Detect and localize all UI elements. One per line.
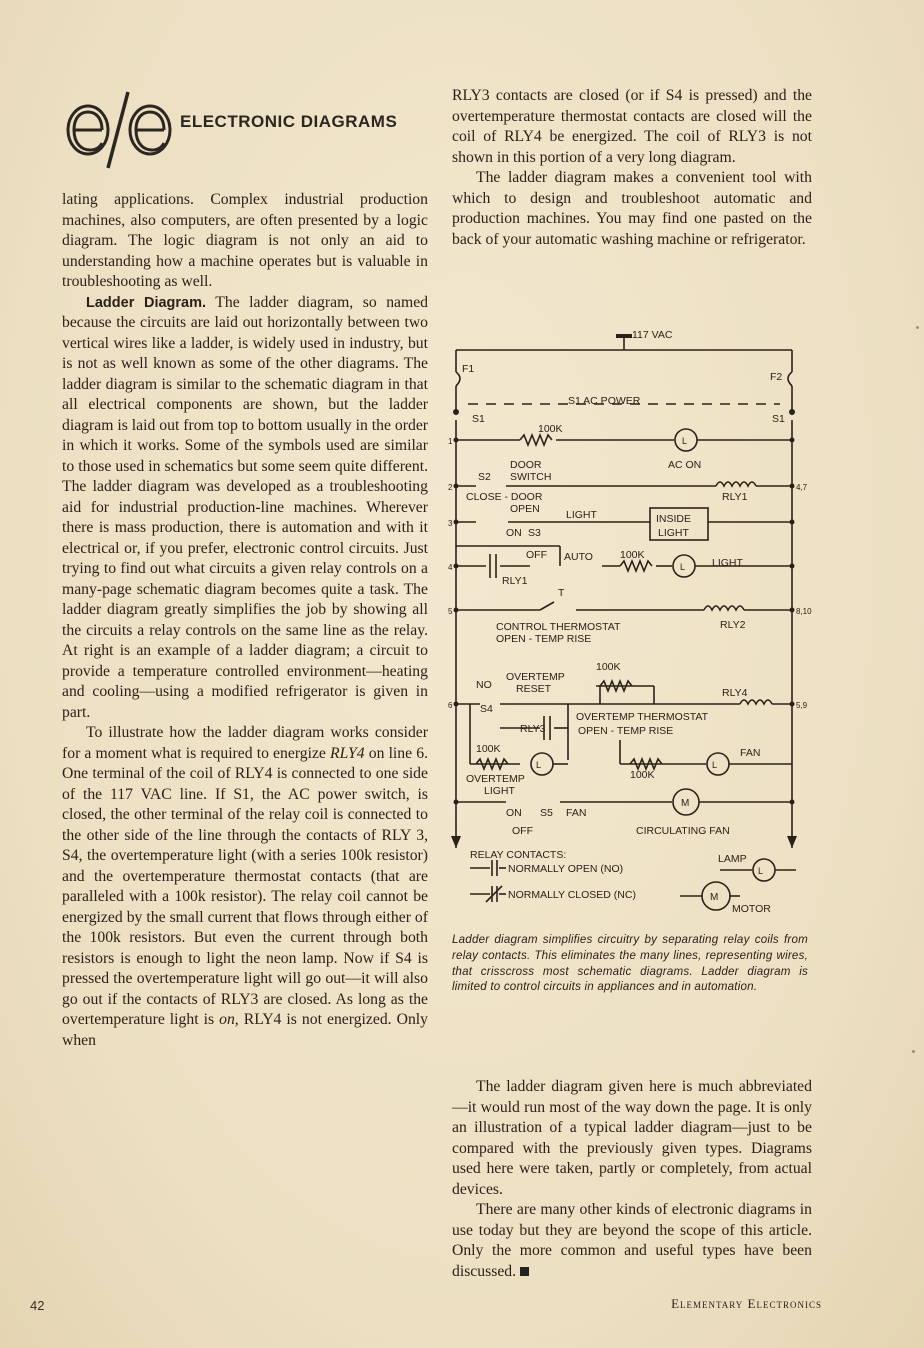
s3-label: S3 [528, 527, 541, 539]
lamp-symbol: L [712, 760, 718, 770]
line-number: 4 [448, 563, 453, 572]
reset-label: RESET [516, 683, 552, 695]
open-temp-rise-label: OPEN - TEMP RISE [496, 633, 592, 645]
right-column-top [452, 86, 812, 250]
auto-label: AUTO [564, 551, 593, 563]
paragraph [452, 1200, 812, 1282]
paragraph-text: The ladder diagram, so named because the circuits are laid out horizontally between two vertical wires like a ladder, is widely used in industry, but is not as well known as some of the other diagrams. The ladder diagram is similar to the schematic diagram in that all electrical components are shown, but the ladder diagram is laid out from top to bottom usually in the order in which it works. Some of the symbols used are similar to those used in schematics but some seem quite different. The ladder diagram was developed as a troubleshooting aid for industrial production-line machines. Wherever there is mass production, there is automation and with it electrical or, if you prefer, electronic control circuits. Just trying to find out what circuits a given relay controls on a many-page schematic diagram becomes quite a task. The ladder diagram greatly simplifies the job by showing all the circuits a relay controls on the same line as the relay. At right is an example of a ladder diagram; a circuit to provide a temperature controlled environment—heating and cooling—using a modified refrigerator is given in part. [62, 293, 429, 721]
left-column [62, 190, 428, 1051]
ee-logo [62, 86, 178, 176]
rung-ref: 8,10 [796, 607, 812, 616]
figure-caption: Ladder diagram simplifies circuitry by separating relay coils from relay contacts. This eliminates the many lines, representing wires, that crisscross most schematic diagrams. Ladder diagram is limited to control circuits in appliances and in automation. [452, 933, 808, 994]
circulating-fan-label: CIRCULATING FAN [636, 825, 730, 837]
emphasis: on, [219, 1011, 239, 1028]
s4-label: S4 [480, 703, 493, 715]
s5-label: S5 [540, 807, 553, 819]
lamp-symbol: L [682, 436, 688, 446]
paragraph: The ladder diagram makes a convenient tool with which to design and troubleshoot automatic and production machines. You may find one pasted on the back of your automatic washing machine or refrigerator. [452, 169, 812, 248]
fuse-f1-label: F1 [462, 363, 475, 375]
speck [916, 326, 919, 329]
line-number: 5 [448, 607, 453, 616]
control-thermostat-label: CONTROL THERMOSTAT [496, 621, 621, 633]
on-label: ON [506, 807, 522, 819]
motor-legend: MOTOR [732, 903, 771, 915]
fuse-f2-label: F2 [770, 371, 783, 383]
motor-symbol: M [681, 798, 690, 809]
resistor-label: 100K [630, 769, 655, 781]
light-label: LIGHT [712, 557, 743, 569]
door-label: DOOR [510, 459, 542, 471]
off-label: OFF [512, 825, 533, 837]
right-column-bottom [452, 1077, 812, 1282]
close-door-label: CLOSE - DOOR [466, 491, 543, 503]
paragraph: lating applications. Complex industrial production machines, also computers, are often presented by a logic diagram. The logic diagram is not only an aid to understanding how a machine operates but is valuable in troubleshooting as well. [62, 191, 428, 290]
supply-label: 117 VAC [632, 329, 673, 341]
resistor-label: 100K [620, 549, 645, 561]
speck [912, 1050, 915, 1053]
rly1-contact-label: RLY1 [502, 575, 528, 587]
rung-ref: 4,7 [796, 483, 808, 492]
rly4-label: RLY4 [722, 687, 748, 699]
lamp-symbol: L [536, 760, 542, 770]
magazine-name: Elementary Electronics [671, 1296, 822, 1311]
inside-light-label: LIGHT [658, 527, 689, 539]
line-number: 6 [448, 701, 453, 710]
run-in-heading: Ladder Diagram. [86, 294, 207, 311]
ac-power-switch-label: S1 AC POWER [568, 395, 641, 407]
emphasis: RLY4 [330, 744, 365, 762]
ladder-diagram [440, 318, 824, 922]
s1-left-label: S1 [472, 413, 485, 425]
resistor-label: 100K [476, 743, 501, 755]
off-label: OFF [526, 549, 547, 561]
motor-symbol: M [710, 892, 719, 903]
no-label: NO [476, 679, 492, 691]
light-label: LIGHT [566, 509, 597, 521]
lamp-legend: LAMP [718, 853, 747, 865]
s2-label: S2 [478, 471, 491, 483]
t-label: T [558, 587, 565, 599]
s1-right-label: S1 [772, 413, 785, 425]
ac-on-label: AC ON [668, 459, 702, 471]
resistor-label: 100K [596, 661, 621, 673]
fan-label: FAN [740, 747, 761, 759]
overtemp-label: OVERTEMP [506, 671, 565, 683]
overtemp-light-label: LIGHT [484, 785, 515, 797]
rly2-label: RLY2 [720, 619, 746, 631]
fan-label: FAN [566, 807, 587, 819]
inside-label: INSIDE [656, 513, 692, 525]
open-temp-rise-label: OPEN - TEMP RISE [578, 725, 674, 737]
relay-contacts-legend: RELAY CONTACTS: [470, 849, 567, 861]
line-number: 3 [448, 519, 453, 528]
paragraph-text: RLY4 is not energized. Only when [62, 1011, 429, 1049]
paragraph: RLY3 contacts are closed (or if S4 is pressed) and the overtemperature thermostat contacts are closed will the coil of RLY4 be energized. The coil of RLY3 is not shown in this portion of a very long diagram. [452, 87, 812, 166]
overtemp-light-label: OVERTEMP [466, 773, 525, 785]
line-number: 1 [448, 437, 453, 446]
rly1-coil-label: RLY1 [722, 491, 748, 503]
page-number: 42 [30, 1298, 45, 1313]
paragraph [62, 293, 428, 724]
paragraph-text: To illustrate how the ladder diagram works consider for a moment what is required to energize [62, 724, 428, 762]
paragraph [62, 723, 428, 1051]
overtemp-thermostat-label: OVERTEMP THERMOSTAT [576, 711, 709, 723]
rung-ref: 5,9 [796, 701, 808, 710]
line-number: 2 [448, 483, 453, 492]
on-label: ON [506, 527, 522, 539]
section-title: ELECTRONIC DIAGRAMS [180, 112, 398, 131]
diagram-labels [448, 329, 812, 915]
paragraph-text: There are many other kinds of electronic diagrams in use today but they are beyond the scope of this article. Only the more common and useful types have been discussed. [452, 1201, 812, 1280]
resistor-label: 100K [538, 423, 563, 435]
switch-label: SWITCH [510, 471, 552, 483]
normally-open-legend: NORMALLY OPEN (NO) [508, 863, 624, 875]
open-label: OPEN [510, 503, 540, 515]
normally-closed-legend: NORMALLY CLOSED (NC) [508, 889, 636, 901]
lamp-symbol: L [758, 866, 764, 876]
lamp-symbol: L [680, 562, 686, 572]
rly3-label: RLY3 [520, 723, 546, 735]
paragraph: The ladder diagram given here is much abbreviated—it would run most of the way down the page. It is only an illustration of a typical ladder diagram—just to be compared with the previously given types. Diagrams used here were taken, partly or completely, from actual devices. [452, 1078, 812, 1198]
end-mark-icon [520, 1267, 529, 1276]
paragraph-text: on line 6. One terminal of the coil of RLY4 is connected to one side of the 117 VAC line. If S1, the AC power switch, is closed, the other terminal of the relay coil is connected to the other side of the line through the contacts of RLY 3, S4, the overtemperature light (with a series 100k resistor) and the overtemperature thermostat contacts (that are paralleled with a 100k resistor). The relay coil cannot be energized by the small current that flows through either of the 100k resistors. But even the current through both resistors is enough to light the neon lamp. Now if S4 is pressed the overtemperature light will go out—it will also go out if the contacts of RLY3 are closed. As long as the overtemperature light is [62, 744, 428, 1028]
